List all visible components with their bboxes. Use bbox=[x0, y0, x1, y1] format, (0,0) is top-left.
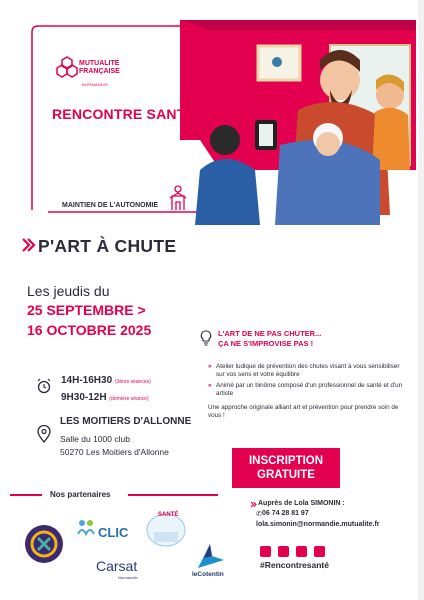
cotentin-logo-icon bbox=[196, 542, 226, 570]
alarm-clock-icon bbox=[36, 378, 52, 394]
contact-phone[interactable]: 06 74 28 81 97 bbox=[262, 510, 309, 517]
logo-text bbox=[79, 60, 120, 76]
clic-logo: CLIC bbox=[98, 525, 129, 540]
contact-name: Auprès de Lola SIMONIN : bbox=[258, 500, 345, 507]
dates-intro: Les jeudis du bbox=[27, 283, 110, 299]
cta-line2: GRATUITE bbox=[257, 469, 315, 481]
partners-title: Nos partenaires bbox=[50, 490, 111, 499]
contact-chevron-icon bbox=[250, 501, 257, 508]
event-title: P'ART À CHUTE bbox=[38, 236, 177, 256]
tagline-line1: L'ART DE NE PAS CHUTER... bbox=[218, 329, 322, 338]
lightbulb-icon bbox=[200, 330, 212, 346]
org-line1: MUTUALITÉ bbox=[79, 60, 120, 67]
social-links bbox=[260, 543, 332, 561]
hashtag: #Rencontresanté bbox=[260, 560, 329, 570]
partners-divider bbox=[10, 494, 42, 496]
bullet-item bbox=[208, 363, 408, 379]
contact-email[interactable]: lola.simonin@normandie.mutualite.fr bbox=[256, 521, 380, 528]
linkedin-icon[interactable] bbox=[314, 546, 325, 557]
org-region: NORMANDIE bbox=[82, 82, 109, 87]
inscription-banner bbox=[232, 448, 340, 488]
tagline-line2: ÇA NE S'IMPROVISE PAS ! bbox=[218, 339, 314, 348]
event-kind: RENCONTRE SANTÉ bbox=[52, 106, 196, 122]
bullet-item bbox=[208, 382, 408, 398]
mutualite-logo-icon bbox=[56, 56, 78, 78]
youtube-icon[interactable] bbox=[296, 546, 307, 557]
schedule-row bbox=[61, 392, 149, 403]
sante-logo: SANTÉ bbox=[158, 512, 179, 518]
schedule-time: 14H-16H30 bbox=[61, 375, 113, 386]
partners-divider bbox=[128, 494, 218, 496]
bullet-text: » Atelier ludique de prévention des chutes visant à vous sensibiliser sur vos sens et votre équilibre bbox=[216, 363, 400, 378]
header-illustration bbox=[180, 20, 416, 225]
person-house-icon bbox=[166, 184, 192, 212]
schedule-note: (dernière séance) bbox=[109, 396, 149, 402]
schedule-note: (3ères séances) bbox=[114, 379, 151, 385]
bullet-text: » Animé par un binôme composé d'un professionnel de santé et d'un artiste bbox=[216, 382, 403, 397]
location-pin-icon bbox=[37, 425, 51, 443]
clic-logo-icon bbox=[76, 516, 96, 536]
carsat-logo: Carsat bbox=[96, 558, 138, 574]
schedule-time: 9H30-12H bbox=[61, 392, 107, 403]
cotentin-logo: leCotentin bbox=[192, 571, 224, 578]
bluesky-icon[interactable] bbox=[278, 546, 289, 557]
carsat-sub: Normandie bbox=[118, 575, 138, 580]
cta-line1: INSCRIPTION bbox=[248, 455, 324, 467]
approach-text: Une approche originale alliant art et prévention pour prendre soin de vous ! bbox=[208, 404, 399, 419]
title-chevron-icon bbox=[22, 238, 36, 252]
venue-line2: 50270 Les Moitiers d'Allonne bbox=[60, 447, 169, 457]
phone-icon: ✆ bbox=[256, 511, 262, 518]
org-line2: FRANÇAISE bbox=[79, 68, 120, 75]
date-start: 25 SEPTEMBRE > bbox=[27, 302, 146, 318]
facebook-icon[interactable] bbox=[260, 546, 271, 557]
theme-tag: MAINTIEN DE L'AUTONOMIE bbox=[62, 202, 159, 209]
partner-badge-logo bbox=[24, 524, 64, 564]
venue-name: LES MOITIERS D'ALLONNE bbox=[60, 416, 192, 427]
date-end: 16 OCTOBRE 2025 bbox=[27, 322, 152, 338]
edge-decoration bbox=[418, 0, 424, 600]
venue-line1: Salle du 1000 club bbox=[60, 434, 130, 444]
schedule-row bbox=[61, 375, 151, 386]
